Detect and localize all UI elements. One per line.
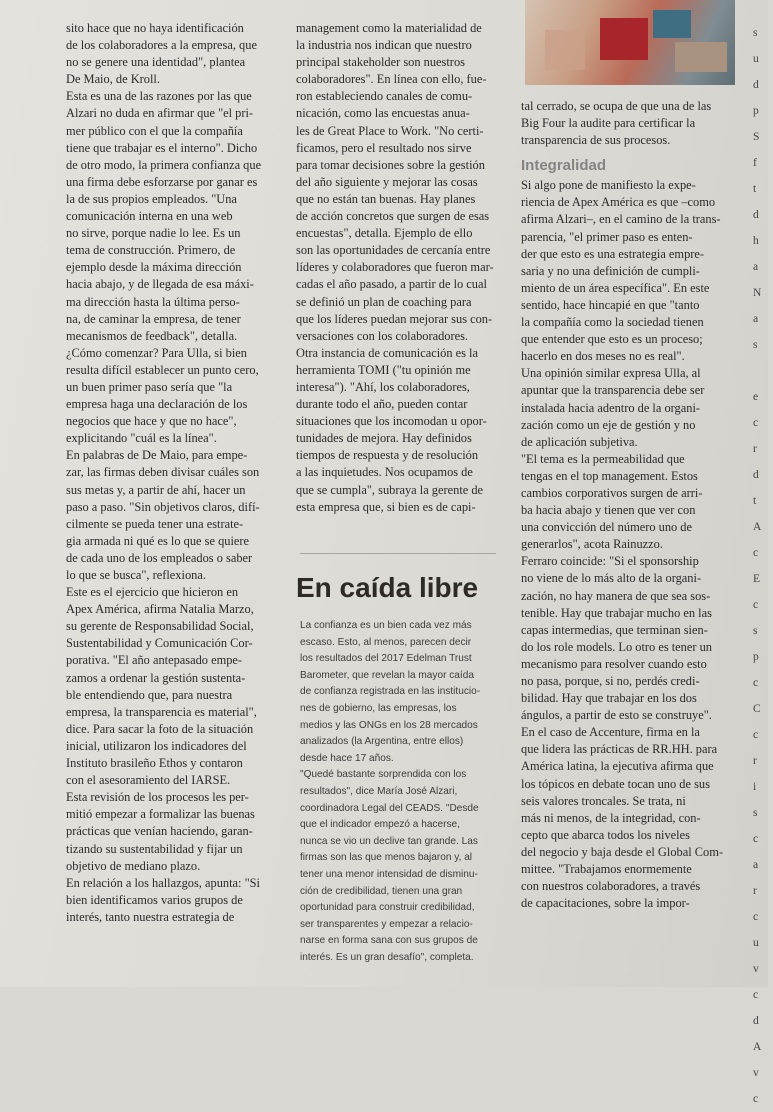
text-line: a las inquietudes. Nos ocupamos de xyxy=(296,465,473,480)
text-line: la de sus propios empleados. "Una xyxy=(66,191,237,206)
text-line: que el indicador empezó a hacerse, xyxy=(300,819,460,831)
text-line: ble entendiendo que, para nuestra xyxy=(66,687,233,702)
text-line: u xyxy=(753,937,759,949)
text-line: Big Four la audite para certificar la xyxy=(521,116,696,131)
text-line: los resultados del 2017 Edelman Trust xyxy=(300,653,472,665)
text-line: que lidera las prácticas de RR.HH. para xyxy=(521,742,718,757)
text-line: una firma debe esforzarse por ganar es xyxy=(66,174,258,189)
text-line: v xyxy=(753,1067,759,1079)
text-line: A xyxy=(753,1041,762,1053)
text-line: s xyxy=(753,339,758,351)
text-line: líderes y colaboradores que fueron mar- xyxy=(296,260,494,275)
photo-shape xyxy=(653,10,691,38)
text-line: les de Great Place to Work. "No certi- xyxy=(296,123,484,138)
text-line: capas intermedias, que terminan sien- xyxy=(521,622,708,637)
text-line: objetivo de mediano plazo. xyxy=(66,858,201,873)
text-line: transparencia de sus procesos. xyxy=(521,133,671,148)
text-line: explicitando "cuál es la línea". xyxy=(66,431,217,446)
text-line: C xyxy=(753,703,761,715)
text-line: resultados", dice María José Alzari, xyxy=(300,785,458,797)
text-line: más ni menos, de la integridad, con- xyxy=(521,810,701,825)
text-line: De Maio, de Kroll. xyxy=(66,72,160,87)
text-line: na, de caminar la empresa, de tener xyxy=(66,311,241,326)
text-line: c xyxy=(753,1093,759,1105)
text-line: miento de un área específica". En este xyxy=(521,280,710,295)
text-line: la industria nos indican que nuestro xyxy=(296,38,472,53)
text-line: c xyxy=(753,599,759,611)
text-line: ángulos, a partir de esto se construye". xyxy=(521,708,712,723)
text-line: afirma Alzari–, en el camino de la trans- xyxy=(521,212,721,227)
text-line: que los líderes puedan mejorar sus con- xyxy=(296,311,493,326)
text-line: Otra instancia de comunicación es la xyxy=(296,345,478,360)
text-line: t xyxy=(753,495,757,507)
text-line: d xyxy=(753,469,759,481)
text-line: empresa, la transparencia es material", xyxy=(66,704,257,719)
text-line: p xyxy=(753,105,759,117)
text-line: zamos a ordenar la gestión sustenta- xyxy=(66,670,246,685)
text-line: de confianza registrada en las institucio- xyxy=(300,686,481,698)
text-line: mitió empezar a formalizar las buenas xyxy=(66,807,255,822)
text-line: Ferraro coincide: "Si el sponsorship xyxy=(521,554,699,569)
text-line: u xyxy=(753,53,759,65)
text-line: S xyxy=(753,131,760,143)
text-line: esta empresa que, si bien es de capi- xyxy=(296,499,476,514)
text-line: resulta difícil establecer un punto cero, xyxy=(66,362,259,377)
text-line: principal stakeholder son nuestros xyxy=(296,55,465,70)
text-line: zar, las firmas deben divisar cuáles son xyxy=(66,465,260,480)
text-line: de aplicación subjetiva. xyxy=(521,434,638,449)
text-line: comunicación interna en una web xyxy=(66,209,233,224)
text-line: tunidades de mejora. Hay definidos xyxy=(296,431,472,446)
text-line: nicación, como las encuestas anua- xyxy=(296,106,470,121)
text-line: Si algo pone de manifiesto la expe- xyxy=(521,178,696,193)
text-line: ¿Cómo comenzar? Para Ulla, si bien xyxy=(66,345,247,360)
text-line: oportunidad para construir credibilidad, xyxy=(300,902,475,914)
text-line: cambios corporativos surgen de arri- xyxy=(521,485,703,500)
text-line: durante todo el año, pueden contar xyxy=(296,397,468,412)
text-line: su gerente de Responsabilidad Social, xyxy=(66,619,254,634)
text-line: f xyxy=(753,157,757,169)
text-line: interesa"). "Ahí, los colaboradores, xyxy=(296,379,470,394)
text-line: medios y las ONGs en los 28 mercados xyxy=(300,719,478,731)
text-line: d xyxy=(753,79,759,91)
text-line: con el asesoramiento del IARSE. xyxy=(66,773,231,788)
text-line: d xyxy=(753,209,759,221)
text-line: un buen primer paso sería que "la xyxy=(66,379,233,394)
text-line: encuestas", detalla. Ejemplo de ello xyxy=(296,226,473,241)
text-column-4-edge xyxy=(753,20,773,1112)
text-line: de los colaboradores a la empresa, que xyxy=(66,38,257,53)
text-line: c xyxy=(753,729,759,741)
text-line: r xyxy=(753,443,757,455)
text-line: firmas son las que menos bajaron y, al xyxy=(300,852,473,864)
text-line: ción de credibilidad, tienen una gran xyxy=(300,885,463,897)
text-line: r xyxy=(753,885,757,897)
text-line: c xyxy=(753,547,759,559)
text-line: do los role models. Lo otro es tener un xyxy=(521,639,712,654)
text-line: tiene que trabajar es el interno". Dicho xyxy=(66,140,258,155)
text-line: seis valores troncales. Se trata, ni xyxy=(521,793,686,808)
text-line: bien identificamos varios grupos de xyxy=(66,892,243,907)
text-line: generarlos", acota Rainuzzo. xyxy=(521,537,663,552)
text-line: Este es el ejercicio que hicieron en xyxy=(66,585,239,600)
text-line xyxy=(753,358,773,384)
text-line: del negocio y baja desde el Global Com- xyxy=(521,844,723,859)
text-line: situaciones que los incomodan u opor- xyxy=(296,414,487,429)
text-line: v xyxy=(753,963,759,975)
text-line: c xyxy=(753,417,759,429)
text-line: mittee. "Trabajamos enormemente xyxy=(521,862,692,877)
text-line: empresa haga una declaración de los xyxy=(66,397,248,412)
text-line: Apex América, afirma Natalia Marzo, xyxy=(66,602,254,617)
text-line: p xyxy=(753,651,759,663)
text-line: r xyxy=(753,755,757,767)
text-line: instalada hacia adentro de la organi- xyxy=(521,400,701,415)
text-line: ron estableciendo canales de comu- xyxy=(296,89,473,104)
text-line: der que esto es una estrategia empre- xyxy=(521,246,705,261)
text-line: ficamos, pero el resultado nos sirve xyxy=(296,140,472,155)
text-line: que no están tan buenas. Hay planes xyxy=(296,191,476,206)
text-line: inicial, utilizaron los indicadores del xyxy=(66,738,247,753)
text-line: narse en forma sana con sus grupos de xyxy=(300,935,478,947)
text-line: de capacitaciones, sobre la impor- xyxy=(521,896,690,911)
text-line: mecanismo para resolver cuando esto xyxy=(521,656,707,671)
text-line: c xyxy=(753,911,759,923)
text-line: tal cerrado, se ocupa de que una de las xyxy=(521,99,712,113)
text-line: se definió un plan de coaching para xyxy=(296,294,472,309)
text-line: colaboradores". En línea con ello, fue- xyxy=(296,72,487,87)
text-line: N xyxy=(753,287,762,299)
text-line: dice. Para sacar la foto de la situación xyxy=(66,721,254,736)
text-line: "El tema es la permeabilidad que xyxy=(521,451,685,466)
text-line: En el caso de Accenture, firma en la xyxy=(521,725,700,740)
text-line: interés, tanto nuestra estrategia de xyxy=(66,909,235,924)
text-line: s xyxy=(753,807,758,819)
text-line: Una opinión similar expresa Ulla, al xyxy=(521,366,701,381)
text-line: Sustentabilidad y Comunicación Cor- xyxy=(66,636,253,651)
text-line: riencia de Apex América es que –como xyxy=(521,195,716,210)
text-line: nes de gobierno, las empresas, los xyxy=(300,702,457,714)
text-line: ser transparentes y empezar a relacio- xyxy=(300,918,473,930)
text-line: la compañía como la sociedad tienen xyxy=(521,315,704,330)
text-line: nunca se vio un declive tan grande. Las xyxy=(300,835,478,847)
text-line: c xyxy=(753,677,759,689)
text-column-3 xyxy=(521,98,736,912)
text-line: para tomar decisiones sobre la gestión xyxy=(296,157,485,172)
text-line: E xyxy=(753,573,761,585)
text-line: no pasa, porque, si no, perdés credi- xyxy=(521,674,700,688)
text-line: cadas el año pasado, a partir de lo cual xyxy=(296,277,487,292)
sidebar-divider xyxy=(300,553,496,554)
text-line: s xyxy=(753,625,758,637)
text-line: Instituto brasileño Ethos y contaron xyxy=(66,756,243,771)
text-column-2 xyxy=(296,20,500,516)
text-line: de acción concretos que surgen de esas xyxy=(296,209,490,224)
photo-shape xyxy=(545,30,585,70)
text-line: cilmente se pueda tener una estrate- xyxy=(66,516,244,531)
text-line: ejemplo desde la máxima dirección xyxy=(66,260,242,275)
text-line: t xyxy=(753,183,757,195)
text-line: tener una menor intensidad de disminu- xyxy=(300,868,478,880)
text-line: a xyxy=(753,261,759,273)
sidebar-title: En caída libre xyxy=(296,572,479,603)
text-line: ba hacia abajo y tienen que ver con xyxy=(521,503,696,518)
text-line: En relación a los hallazgos, apunta: "Si xyxy=(66,875,260,890)
subheading: Integralidad xyxy=(521,157,607,175)
photo-shape xyxy=(675,42,727,72)
text-line: parencia, "el primer paso es enten- xyxy=(521,229,693,244)
text-line: a xyxy=(753,859,759,871)
text-line: apuntar que la transparencia debe ser xyxy=(521,383,705,398)
text-line: d xyxy=(753,1015,759,1027)
text-line: de cada uno de los empleados o saber xyxy=(66,550,253,565)
text-line: ma dirección hasta la última perso- xyxy=(66,294,240,309)
text-line: escaso. Esto, al menos, parecen decir xyxy=(300,636,472,648)
sidebar-box xyxy=(300,618,500,966)
text-line: no sirve, porque nadie lo lee. Es un xyxy=(66,226,241,241)
text-line: h xyxy=(753,235,759,247)
text-line: tizando su sustentabilidad y fijar un xyxy=(66,841,243,856)
text-line: mer público con el que la compañía xyxy=(66,123,243,138)
text-line: gia armada ni qué es lo que se quiere xyxy=(66,533,250,548)
text-line: mecanismos de feedback", detalla. xyxy=(66,328,238,343)
text-line: c xyxy=(753,989,759,1001)
text-line: e xyxy=(753,391,759,403)
text-line: Alzari no duda en afirmar que "el pri- xyxy=(66,106,254,121)
text-line: c xyxy=(753,833,759,845)
text-line: tenible. Hay que trabajar mucho en las xyxy=(521,605,712,620)
text-line: los tópicos en debate tocan uno de sus xyxy=(521,776,710,791)
text-line: zación, no hay manera de que sea sos- xyxy=(521,588,711,603)
text-line: s xyxy=(753,27,758,39)
text-line: A xyxy=(753,521,762,533)
text-line: herramienta TOMI ("tu opinión me xyxy=(296,362,471,377)
text-line: interés. Es un gran desafío", completa. xyxy=(300,951,474,963)
text-line: Esta es una de las razones por las que xyxy=(66,89,252,104)
text-line: hacia abajo, y de llegada de esa máxi- xyxy=(66,277,254,292)
text-line: tiempos de respuesta y de resolución xyxy=(296,448,479,463)
text-line: La confianza es un bien cada vez más xyxy=(300,620,472,631)
text-line: que entender que esto es un proceso; xyxy=(521,332,703,347)
text-line: bilidad. Hay que trabajar en los dos xyxy=(521,691,697,706)
text-line: tema de construcción. Primero, de xyxy=(66,243,236,258)
text-line: saria y no una definición de cumpli- xyxy=(521,263,700,278)
text-line: de otro modo, la primera confianza que xyxy=(66,157,262,172)
text-line: "Quedé bastante sorprendida con los xyxy=(300,769,467,781)
text-line: que se cumpla", subraya la gerente de xyxy=(296,482,484,497)
text-line: lo que se busca", reflexiona. xyxy=(66,568,206,582)
text-line: no se genere una identidad", plantea xyxy=(66,55,246,70)
text-line: con nuestros colaboradores, a través xyxy=(521,879,701,894)
text-line: Esta revisión de los procesos les per- xyxy=(66,790,249,805)
text-line: hacerlo en dos meses no es real". xyxy=(521,349,685,364)
text-line: sentido, hace hincapié en que "tanto xyxy=(521,297,700,312)
text-line: i xyxy=(753,781,757,793)
text-line: zación como un eje de gestión y no xyxy=(521,417,696,432)
text-line: versaciones con los colaboradores. xyxy=(296,328,469,343)
text-line: management como la materialidad de xyxy=(296,21,482,35)
text-line: son las oportunidades de cercanía entre xyxy=(296,243,491,258)
text-line: del año siguiente y mejorar las cosas xyxy=(296,174,478,189)
text-line: sito hace que no haya identificación xyxy=(66,21,244,35)
text-line: coordinadora Legal del CEADS. "Desde xyxy=(300,802,479,814)
text-line: a xyxy=(753,313,759,325)
text-line: En palabras de De Maio, para empe- xyxy=(66,448,248,463)
text-line: sus metas y, a partir de ahí, hacer un xyxy=(66,482,246,497)
text-line: Barometer, que revelan la mayor caída xyxy=(300,669,474,681)
text-column-1 xyxy=(66,20,280,926)
text-line: prácticas que venían haciendo, garan- xyxy=(66,824,253,839)
text-line: negocios que hace y que no hace", xyxy=(66,414,237,429)
text-line: cepto que abarca todos los niveles xyxy=(521,827,690,842)
photo-shape xyxy=(600,18,648,60)
text-line: analizados (la Argentina, entre ellos) xyxy=(300,736,464,748)
text-line: una convicción del número uno de xyxy=(521,520,693,535)
text-line: porativa. "El año antepasado empe- xyxy=(66,653,243,668)
article-photo xyxy=(525,0,735,85)
column-3-top xyxy=(521,98,736,149)
text-line: no viene de lo más alto de la organi- xyxy=(521,571,702,586)
text-line: tengas en el top management. Estos xyxy=(521,468,698,483)
column-3-main xyxy=(521,177,736,912)
text-line: América latina, la ejecutiva afirma que xyxy=(521,759,714,774)
text-line: desde hace 17 años. xyxy=(300,752,394,764)
text-line: paso a paso. "Sin objetivos claros, difí- xyxy=(66,499,260,514)
